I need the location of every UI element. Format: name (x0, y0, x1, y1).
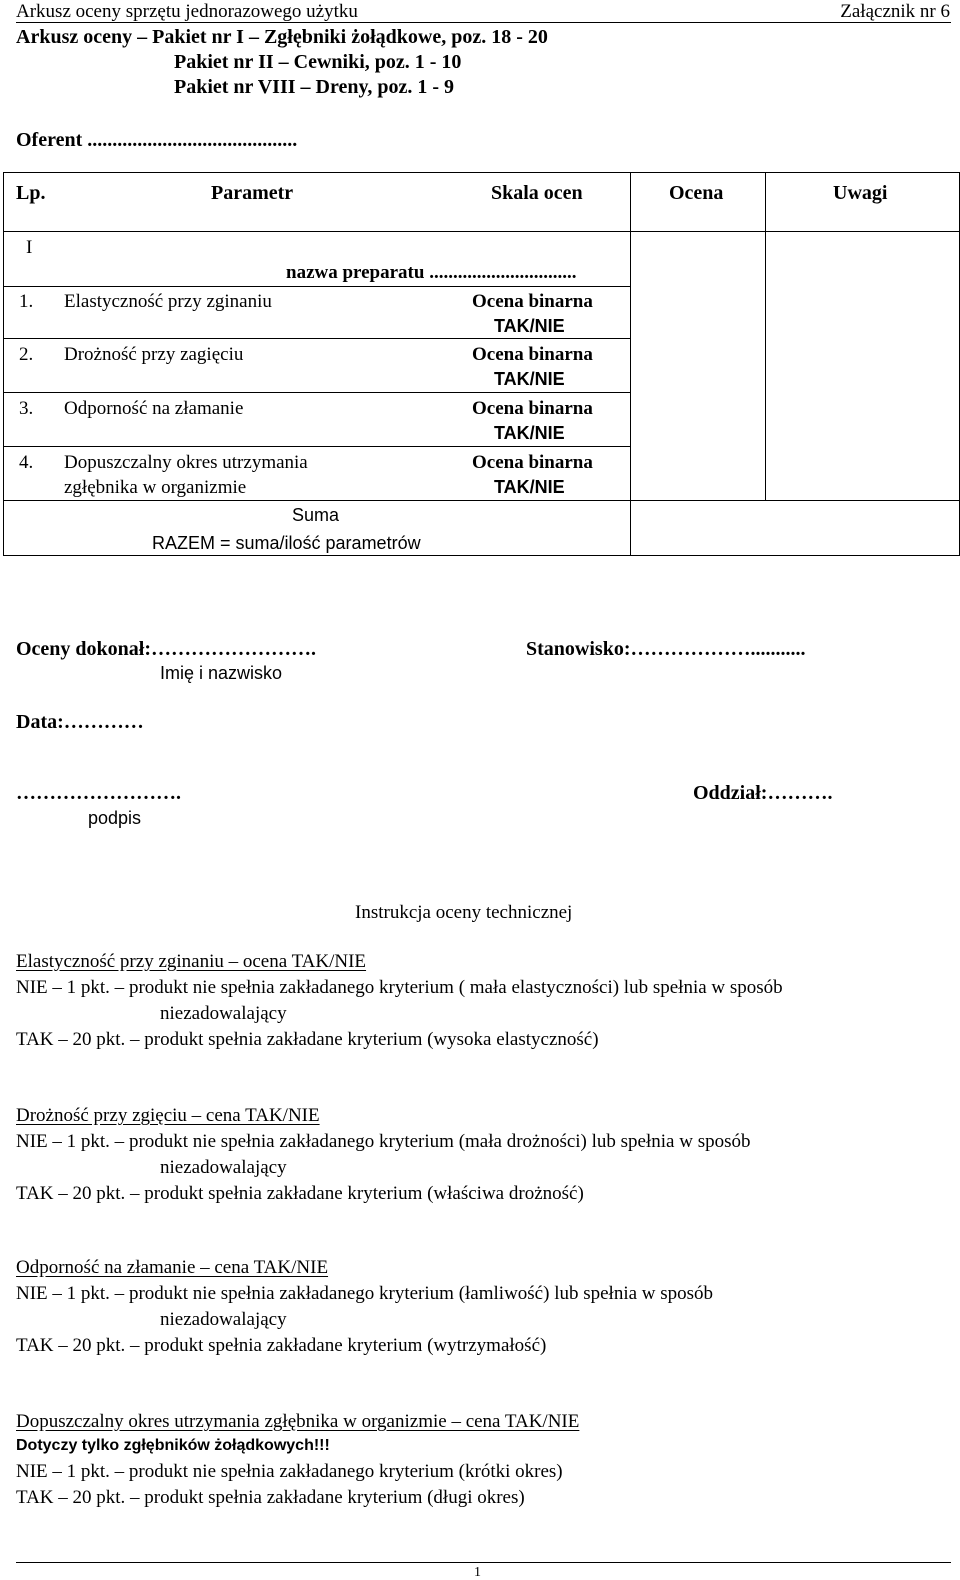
position-field: Stanowisko:………………........... (526, 638, 806, 660)
title-line-1: Arkusz oceny – Pakiet nr I – Zgłębniki żołądkowe, poz. 18 - 20 (16, 26, 548, 48)
product-name-field: nazwa preparatu ............................... (286, 262, 577, 283)
instruction-nie-text: produkt nie spełnia zakładanego kryterium (łamliwość) lub spełnia w sposób (128, 1283, 714, 1304)
instruction-nie-cont: niezadowalający (160, 1157, 287, 1178)
instruction-tak: TAK – 20 pkt. – produkt spełnia zakładane kryterium (wytrzymałość) (16, 1335, 547, 1356)
oferent-field: Oferent .......................................... (16, 129, 298, 151)
row-lp: 2. (19, 344, 34, 365)
row-lp: 3. (19, 398, 34, 419)
instruction-title: Drożność przy zgięciu – cena TAK/NIE (16, 1105, 320, 1126)
instruction-nie (16, 1132, 751, 1151)
header-skala-ocen: Skala ocen (491, 182, 583, 204)
row-scale-values: TAK/NIE (494, 477, 565, 497)
table-rule (3, 338, 630, 339)
footer-rule (16, 1562, 951, 1563)
row-parameter: Drożność przy zagięciu (64, 344, 244, 365)
table-rule (630, 172, 631, 555)
date-field: Data:………… (16, 711, 144, 733)
instruction-nie-cont: niezadowalający (160, 1309, 287, 1330)
instruction-nie (16, 1284, 713, 1303)
sum-label: Suma (292, 505, 340, 525)
table-rule (3, 231, 960, 232)
table-rule (765, 172, 766, 500)
instruction-tak: TAK – 20 pkt. – produkt spełnia zakładane kryterium (długi okres) (16, 1487, 525, 1508)
header-parametr: Parametr (211, 182, 294, 204)
instruction-nie-prefix: NIE – 1 pkt. – (16, 977, 129, 998)
instruction-nie-prefix: NIE – 1 pkt. – (16, 1283, 129, 1304)
instruction-nie (16, 978, 783, 997)
instruction-title: Dopuszczalny okres utrzymania zgłębnika w organizmie – cena TAK/NIE (16, 1411, 580, 1432)
table-rule (3, 555, 960, 556)
evaluated-by-field: Oceny dokonał:……………………. (16, 638, 317, 660)
row-lp: 1. (19, 291, 34, 312)
row-scale-values: TAK/NIE (494, 423, 565, 443)
row-parameter-cont: zgłębnika w organizmie (64, 477, 247, 498)
table-rule (3, 286, 630, 287)
table-rule (3, 446, 630, 447)
total-label: RAZEM = suma/ilość parametrów (152, 533, 421, 553)
row-lp: 4. (19, 452, 34, 473)
table-rule (3, 172, 4, 555)
instruction-nie: NIE – 1 pkt. – produkt nie spełnia zakładanego kryterium (krótki okres) (16, 1461, 563, 1482)
title-line-3: Pakiet nr VIII – Dreny, poz. 1 - 9 (174, 76, 455, 98)
row-parameter: Odporność na złamanie (64, 398, 244, 419)
instruction-nie-text: produkt nie spełnia zakładanego kryterium ( mała elastyczności) lub spełnia w sposób (128, 977, 783, 998)
table-rule (3, 500, 960, 501)
row-scale-values: TAK/NIE (494, 316, 565, 336)
instruction-note: Dotyczy tylko zgłębników żołądkowych!!! (16, 1437, 330, 1454)
department-field: Oddział:………. (693, 782, 833, 804)
instruction-title: Odporność na złamanie – cena TAK/NIE (16, 1257, 329, 1278)
row-scale-values: TAK/NIE (494, 369, 565, 389)
header-lp: Lp. (16, 182, 46, 204)
instruction-nie-text: produkt nie spełnia zakładanego kryterium (mała drożności) lub spełnia w sposób (128, 1131, 751, 1152)
instruction-tak: TAK – 20 pkt. – produkt spełnia zakładane kryterium (wysoka elastyczność) (16, 1029, 599, 1050)
section-number: I (26, 237, 33, 258)
header-uwagi: Uwagi (833, 182, 888, 204)
signature-line: ……………………. (16, 782, 181, 804)
row-scale: Ocena binarna (472, 291, 593, 312)
signature-caption: podpis (88, 808, 142, 828)
row-parameter: Dopuszczalny okres utrzymania (64, 452, 308, 473)
name-caption: Imię i nazwisko (160, 663, 283, 683)
document-header-title: Arkusz oceny sprzętu jednorazowego użytku (16, 1, 358, 22)
instruction-title: Elastyczność przy zginaniu – ocena TAK/NIE (16, 951, 367, 972)
header-rule (16, 22, 951, 23)
instructions-heading: Instrukcja oceny technicznej (355, 902, 573, 923)
page-number: 1 (474, 1565, 481, 1580)
row-scale: Ocena binarna (472, 344, 593, 365)
instruction-nie-cont: niezadowalający (160, 1003, 287, 1024)
instruction-nie-prefix: NIE – 1 pkt. – (16, 1131, 129, 1152)
row-scale: Ocena binarna (472, 398, 593, 419)
table-rule (3, 392, 630, 393)
header-ocena: Ocena (669, 182, 724, 204)
instruction-tak: TAK – 20 pkt. – produkt spełnia zakładane kryterium (właściwa drożność) (16, 1183, 584, 1204)
attachment-label: Załącznik nr 6 (840, 1, 950, 22)
row-parameter: Elastyczność przy zginaniu (64, 291, 272, 312)
row-scale: Ocena binarna (472, 452, 593, 473)
title-line-2: Pakiet nr II – Cewniki, poz. 1 - 10 (174, 51, 462, 73)
table-rule (3, 172, 960, 173)
